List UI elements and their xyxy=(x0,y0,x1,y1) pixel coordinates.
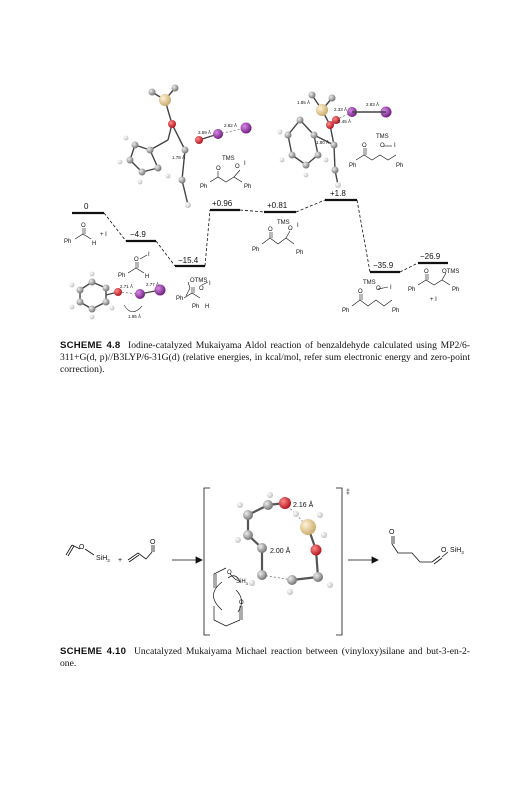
svg-text:Ph: Ph xyxy=(296,250,304,256)
sih3-arrowpush: SiH$_3$ xyxy=(236,579,248,586)
svg-text:TMS: TMS xyxy=(222,156,235,162)
ts-brackets xyxy=(204,488,342,635)
svg-text:O: O xyxy=(199,286,204,292)
svg-text:H: H xyxy=(145,274,150,280)
svg-text:O: O xyxy=(424,269,429,275)
dagger-symbol: ‡ xyxy=(346,489,350,496)
structure-ts1 xyxy=(210,170,242,182)
caption-scheme-4-10 xyxy=(60,646,470,670)
svg-text:Ph: Ph xyxy=(408,287,416,293)
dist-ts2-e: 1.80 Å xyxy=(316,140,330,145)
sih3-vinyloxy: SiH$_3$ xyxy=(96,555,110,563)
caption-text: Iodine-catalyzed Mukaiyama Aldol reaction of benzaldehyde calculated using MP2/6-311+G(d, p)//B3LYP/6-31G(d) (relative energies, in kcal/mol, refer sum electronic energy and zero-point correction). xyxy=(60,340,470,375)
svg-text:O: O xyxy=(268,227,273,233)
svg-text:Ph: Ph xyxy=(392,308,400,314)
svg-text:O: O xyxy=(380,143,385,149)
plus-sign: + xyxy=(118,557,123,564)
chem-o: O xyxy=(81,223,86,229)
energy-connectors xyxy=(104,200,418,272)
svg-text:O: O xyxy=(134,257,139,263)
dist-ts1-c: 1.78 Å xyxy=(172,155,186,160)
svg-text:TMS: TMS xyxy=(277,220,290,226)
svg-text:OTMS: OTMS xyxy=(190,278,208,284)
svg-text:I: I xyxy=(390,285,392,291)
molecule-3d-ts1 xyxy=(118,85,252,209)
svg-text:I: I xyxy=(297,223,299,229)
svg-text:H: H xyxy=(205,304,210,310)
svg-text:Ph: Ph xyxy=(118,273,126,279)
energy-label-2: −15.4 xyxy=(178,256,199,265)
dist-cx-a: 2.71 Å xyxy=(120,284,134,289)
svg-text:O: O xyxy=(376,286,381,292)
structure-acrolein xyxy=(128,545,154,562)
energy-label-0: 0 xyxy=(84,202,89,211)
o-product: O xyxy=(389,529,395,536)
o-arrowpush-2: O xyxy=(239,600,244,606)
dist-ts1-a: 2.82 Å xyxy=(224,123,238,128)
o-vinyloxy: O xyxy=(79,544,85,551)
dist-ts2-b: 2.33 Å xyxy=(334,107,348,112)
energy-label-7: −26.9 xyxy=(420,252,441,261)
caption-text: Uncatalyzed Mukaiyama Michael reaction between (vinyloxy)silane and but-3-en-2-one. xyxy=(60,646,471,669)
chem-plus-i2: + I xyxy=(100,232,107,238)
svg-text:TMS: TMS xyxy=(376,134,389,140)
structure-complex2 xyxy=(184,282,208,298)
scheme410-figure xyxy=(66,488,448,635)
svg-text:Ph: Ph xyxy=(200,184,208,190)
dist-cx-b: 2.77 Å xyxy=(146,282,160,287)
structure-arrow-pushing xyxy=(214,568,243,626)
dist-ts2-c: 2.83 Å xyxy=(366,102,380,107)
svg-text:Ph: Ph xyxy=(342,308,350,314)
svg-text:I: I xyxy=(148,252,150,258)
energy-label-5: +1.8 xyxy=(330,189,346,198)
energy-label-1: −4.9 xyxy=(130,230,146,239)
svg-text:Ph: Ph xyxy=(192,304,200,310)
svg-text:OTMS: OTMS xyxy=(442,269,460,275)
caption-label: SCHEME 4.10 xyxy=(60,646,127,657)
reaction-arrows xyxy=(172,557,378,563)
chem-h: H xyxy=(92,241,97,247)
o-arrowpush: O xyxy=(227,570,232,576)
svg-text:Ph: Ph xyxy=(244,184,252,190)
o-acrolein: O xyxy=(150,539,156,546)
structure-benzaldehyde xyxy=(75,228,91,239)
structure-product-410 xyxy=(392,536,448,564)
svg-text:TMS: TMS xyxy=(363,280,376,286)
svg-text:Ph: Ph xyxy=(396,163,404,169)
energy-label-4: +0.81 xyxy=(267,201,288,210)
energy-label-3: +0.96 xyxy=(212,199,233,208)
svg-text:I: I xyxy=(244,161,246,167)
distance-label-2: 2.00 Å xyxy=(270,548,291,555)
svg-text:O: O xyxy=(358,289,363,295)
dist-ts2-d: 2.45 Å xyxy=(338,119,352,124)
svg-text:Ph: Ph xyxy=(252,247,260,253)
dist-ts1-b: 3.59 Å xyxy=(198,130,212,135)
energy-label-6: −35.9 xyxy=(373,261,394,270)
svg-text:O: O xyxy=(216,166,221,172)
o-product-2: O xyxy=(441,547,447,554)
sih3-product: SiH$_3$ xyxy=(450,547,464,555)
svg-text:I: I xyxy=(394,143,396,149)
caption-label: SCHEME 4.8 xyxy=(60,340,121,351)
dist-cx-c: 1.95 Å xyxy=(128,314,142,319)
dist-ts2-a: 1.85 Å xyxy=(297,100,311,105)
structure-int081 xyxy=(262,231,294,244)
caption-scheme-4-8 xyxy=(60,340,470,376)
svg-text:Ph: Ph xyxy=(452,287,460,293)
svg-text:+ I: + I xyxy=(430,297,437,303)
svg-text:O: O xyxy=(235,164,240,170)
svg-text:Ph: Ph xyxy=(176,296,184,302)
chem-ph: Ph xyxy=(64,239,72,245)
svg-text:I: I xyxy=(209,281,211,287)
distance-label-1: 2.16 Å xyxy=(293,502,314,509)
svg-text:O: O xyxy=(288,226,293,232)
svg-text:O: O xyxy=(362,143,367,149)
svg-text:Ph: Ph xyxy=(349,163,357,169)
